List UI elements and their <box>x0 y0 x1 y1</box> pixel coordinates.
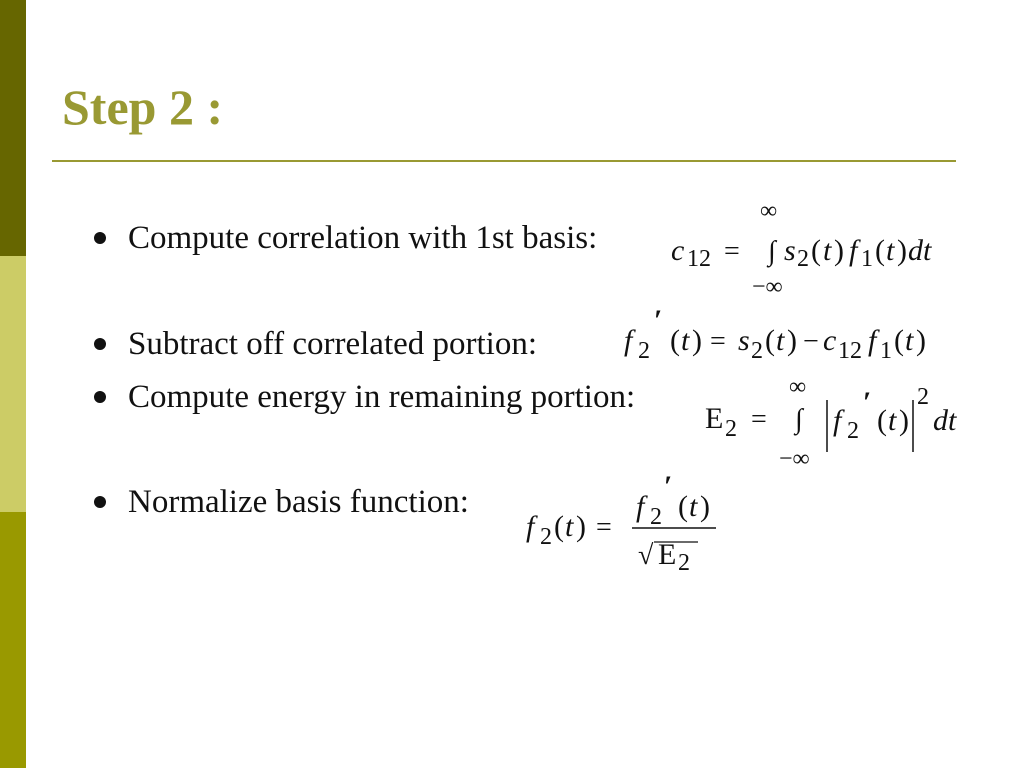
svg-text:(: ( <box>877 404 887 437</box>
svg-text:(: ( <box>811 234 821 267</box>
svg-text:−: − <box>803 326 819 357</box>
svg-text:s: s <box>738 324 750 357</box>
svg-text:): ) <box>576 510 586 543</box>
svg-text:∞: ∞ <box>789 374 807 400</box>
svg-text:(: ( <box>670 324 680 357</box>
title-underline <box>52 160 956 162</box>
bullet-dot <box>94 232 106 244</box>
equation-subtract <box>624 306 954 366</box>
equation-energy <box>703 374 968 474</box>
svg-text:=: = <box>751 404 767 435</box>
svg-text:f: f <box>636 490 645 523</box>
svg-text:t: t <box>681 324 690 357</box>
equation-normalize <box>526 470 726 580</box>
svg-text:′: ′ <box>654 304 663 337</box>
svg-text:t: t <box>565 510 574 543</box>
svg-text:=: = <box>596 512 612 543</box>
svg-text:2: 2 <box>678 550 690 576</box>
svg-text:2: 2 <box>847 418 859 444</box>
side-bar-segment-top <box>0 0 26 256</box>
svg-text:2: 2 <box>650 504 662 530</box>
svg-text:): ) <box>916 324 926 357</box>
svg-text:=: = <box>724 236 740 267</box>
svg-text:E: E <box>658 538 677 571</box>
svg-text:s: s <box>784 234 796 267</box>
svg-text:t: t <box>689 490 698 523</box>
svg-text:=: = <box>710 326 726 357</box>
svg-text:(: ( <box>678 490 688 523</box>
bullet-text-4: Normalize basis function: <box>128 484 469 520</box>
svg-text:f: f <box>849 234 858 267</box>
svg-text:12: 12 <box>687 246 711 272</box>
bullet-text-3: Compute energy in remaining portion: <box>128 379 636 415</box>
svg-text:t: t <box>776 324 785 357</box>
svg-text:): ) <box>897 234 907 267</box>
svg-text:∫: ∫ <box>795 404 803 435</box>
bullet-dot <box>94 338 106 350</box>
svg-text:√: √ <box>638 540 654 571</box>
svg-text:t: t <box>886 234 895 267</box>
svg-text:−∞: −∞ <box>752 274 783 300</box>
svg-text:2: 2 <box>725 416 737 442</box>
svg-text:): ) <box>899 404 909 437</box>
svg-text:): ) <box>692 324 702 357</box>
svg-text:1: 1 <box>861 246 873 272</box>
svg-text:E: E <box>705 402 724 435</box>
svg-text:): ) <box>834 234 844 267</box>
svg-text:12: 12 <box>838 338 862 364</box>
svg-text:dt: dt <box>933 404 957 437</box>
bullet-dot <box>94 496 106 508</box>
svg-text:∫: ∫ <box>768 236 776 267</box>
side-bar-segment-middle <box>0 256 26 512</box>
svg-text:t: t <box>905 324 914 357</box>
svg-text:∞: ∞ <box>760 198 778 224</box>
svg-text:f: f <box>526 510 535 543</box>
svg-text:(: ( <box>894 324 904 357</box>
svg-text:2: 2 <box>797 246 809 272</box>
slide-title: Step 2 : <box>62 79 224 135</box>
svg-text:2: 2 <box>540 524 552 550</box>
svg-text:(: ( <box>765 324 775 357</box>
svg-text:): ) <box>700 490 710 523</box>
svg-text:dt: dt <box>908 234 932 267</box>
svg-text:f: f <box>624 324 633 357</box>
bullet-dot <box>94 391 106 403</box>
svg-text:(: ( <box>875 234 885 267</box>
bullet-text-2: Subtract off correlated portion: <box>128 326 538 362</box>
side-bar-segment-bottom <box>0 512 26 768</box>
svg-text:2: 2 <box>751 338 763 364</box>
svg-text:c: c <box>671 234 685 267</box>
svg-text:′: ′ <box>863 386 872 419</box>
equation-correlation <box>668 200 958 300</box>
svg-text:1: 1 <box>880 338 892 364</box>
svg-text:′: ′ <box>664 470 673 503</box>
svg-text:(: ( <box>554 510 564 543</box>
svg-text:t: t <box>888 404 897 437</box>
svg-text:c: c <box>823 324 837 357</box>
svg-text:−∞: −∞ <box>779 446 810 472</box>
svg-text:2: 2 <box>917 384 929 410</box>
bullet-text-1: Compute correlation with 1st basis: <box>128 220 598 256</box>
svg-text:): ) <box>787 324 797 357</box>
svg-text:2: 2 <box>638 338 650 364</box>
svg-text:f: f <box>833 404 842 437</box>
svg-text:f: f <box>868 324 877 357</box>
svg-text:t: t <box>823 234 832 267</box>
